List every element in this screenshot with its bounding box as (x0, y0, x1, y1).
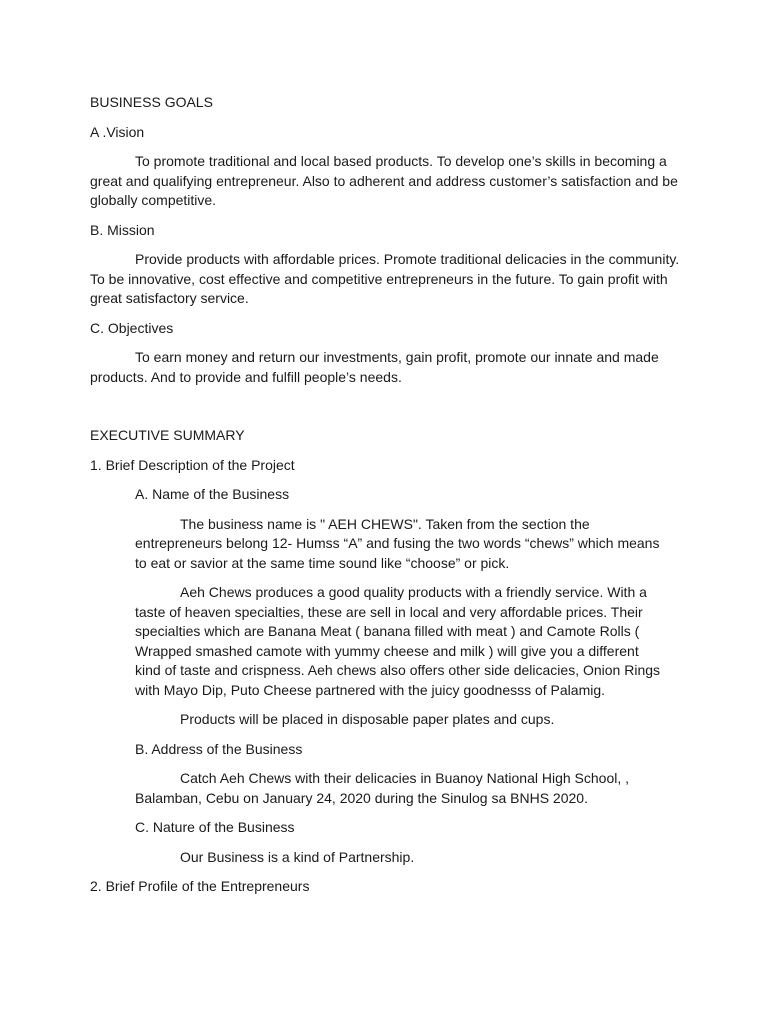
mission-paragraph: Provide products with affordable prices. Promote traditional delicacies in the community. To be innovative, cost effective and competitive entrepreneurs in the future. To gain profit with great satisfactory service. (90, 251, 680, 306)
business-name-paragraph: The business name is " AEH CHEWS". Taken from the section the entrepreneurs belong 12- Humss “A” and fusing the two words “chews” which means to eat or savior at the same time sound like “choose” or pick. (135, 515, 660, 571)
section-spacer (90, 397, 690, 426)
specialties-paragraph: Aeh Chews produces a good quality products with a friendly service. With a taste of heaven specialties, these are sell in local and very affordable prices. Their specialties which are Banana Meat ( banana filled with meat ) and Camote Rolls ( Wrapped smashed camote with yummy cheese and milk ) will give you a different kind of taste and crispness. Aeh chews also offers other side delicacies, Onion Rings with Mayo Dip, Puto Cheese partnered with the juicy goodnesss of Palamig. (135, 584, 661, 698)
document-page (90, 93, 690, 907)
entrepreneurs-profile-label: 2. Brief Profile of the Entrepreneurs (90, 878, 310, 894)
business-name-label: A. Name of the Business (135, 486, 290, 502)
executive-summary-heading: EXECUTIVE SUMMARY (90, 427, 245, 443)
vision-paragraph: To promote traditional and local based products. To develop one’s skills in becoming a great and qualifying entrepreneur. Also to adherent and address customer’s satisfaction and be globally competitive. (90, 153, 678, 208)
packaging-paragraph: Products will be placed in disposable paper plates and cups. (180, 711, 555, 727)
business-nature-label: C. Nature of the Business (135, 819, 295, 835)
objectives-label: C. Objectives (90, 319, 174, 336)
business-goals-heading: BUSINESS GOALS (90, 94, 213, 110)
vision-label: A .Vision (90, 123, 145, 140)
project-description-label: 1. Brief Description of the Project (90, 456, 295, 473)
objectives-paragraph: To earn money and return our investments, gain profit, promote our innate and made products. And to provide and fulfill people’s needs. (90, 349, 659, 385)
business-nature-paragraph: Our Business is a kind of Partnership. (180, 848, 415, 865)
business-address-label: B. Address of the Business (135, 740, 303, 757)
mission-label: B. Mission (90, 221, 155, 238)
business-address-paragraph: Catch Aeh Chews with their delicacies in Buanoy National High School, , Balamban, Cebu on January 24, 2020 during the Sinulog sa BNHS 2020. (135, 770, 630, 806)
